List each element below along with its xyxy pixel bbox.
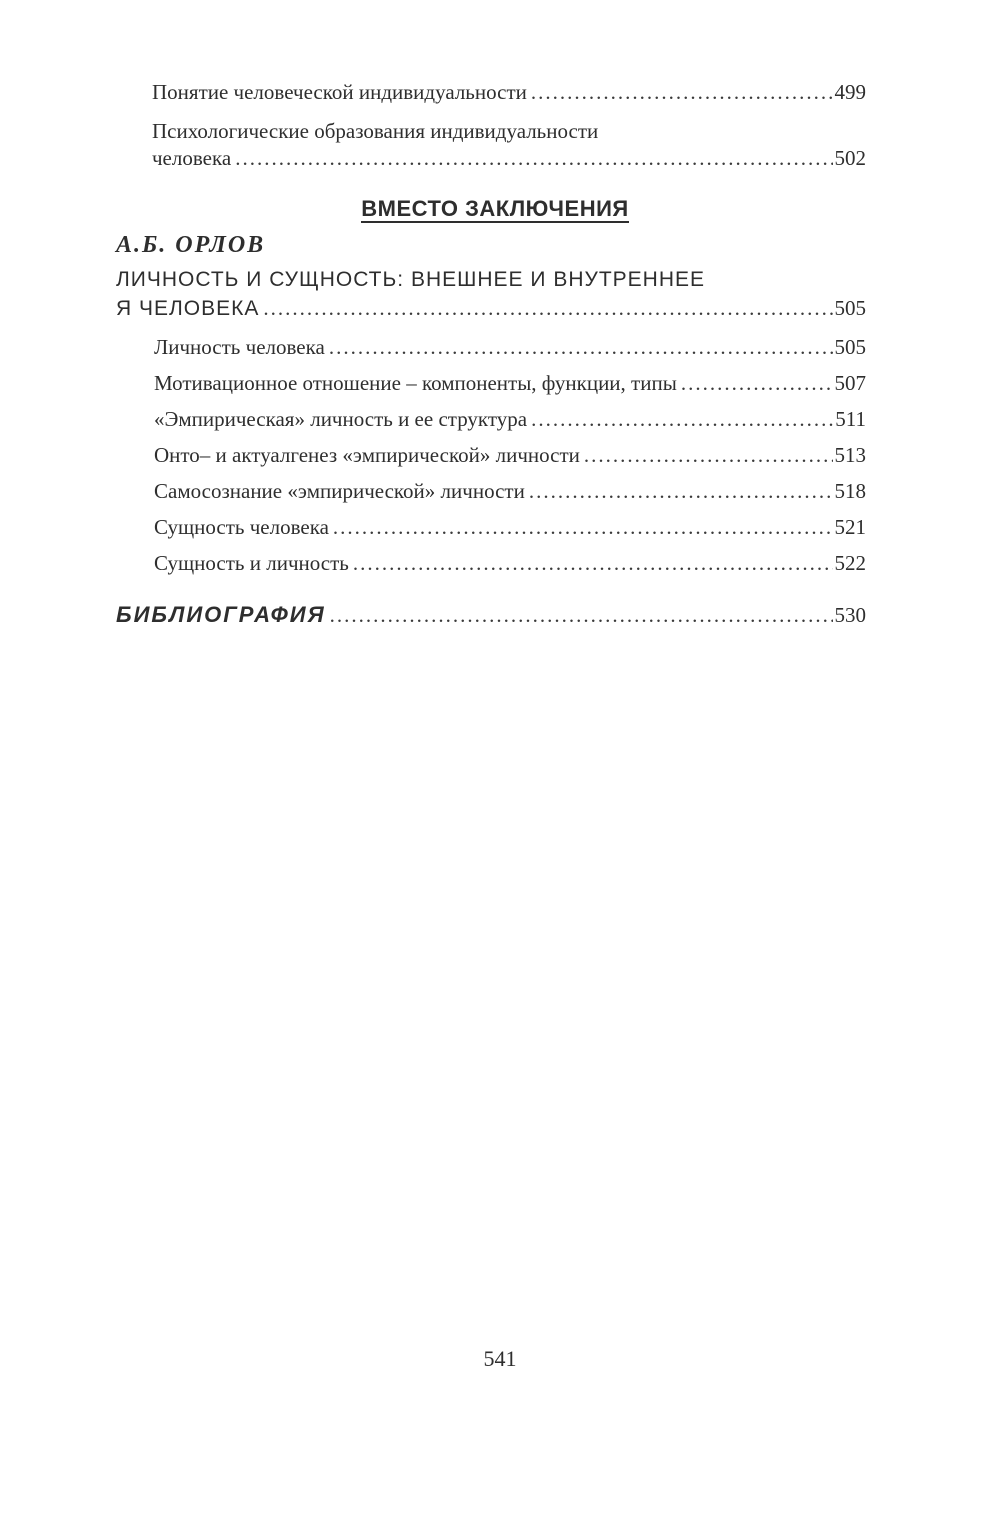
toc-entry [154, 369, 866, 397]
dot-leader [263, 294, 832, 322]
toc-entry [154, 477, 866, 505]
toc-entry-title: Сущность человека [154, 515, 329, 539]
chapter-title: Я ЧЕЛОВЕКА [116, 297, 260, 320]
toc-entry-title: Личность человека [154, 335, 325, 359]
toc-entry [154, 513, 866, 541]
toc-entry-title: Понятие человеческой индивидуальности [152, 80, 527, 104]
toc-entry [152, 78, 866, 106]
toc-entry-page: 518 [834, 479, 866, 503]
toc-entry-page: 530 [834, 603, 866, 627]
toc-entry-title: «Эмпирическая» личность и ее структура [154, 407, 528, 431]
dot-leader [353, 549, 833, 577]
toc-entry-page: 502 [834, 146, 866, 170]
dot-leader [584, 441, 833, 469]
author-name: А.Б. ОРЛОВ [116, 232, 266, 258]
toc-entry-page: 511 [835, 407, 866, 431]
toc-entry-title-line: Психологические образования индивидуальности [152, 119, 599, 143]
dot-leader [531, 78, 833, 106]
dot-leader [681, 369, 833, 397]
dot-leader [529, 477, 833, 505]
dot-leader [235, 144, 832, 172]
toc-entry-page: 513 [834, 443, 866, 467]
chapter-title-line: ЛИЧНОСТЬ И СУЩНОСТЬ: ВНЕШНЕЕ И ВНУТРЕННЕЕ [116, 268, 706, 291]
toc-entry-title: Онто– и актуалгенез «эмпирической» личности [154, 443, 580, 467]
toc-entry-page: 499 [834, 80, 866, 104]
dot-leader [333, 513, 833, 541]
toc-entry-title: Мотивационное отношение – компоненты, функции, типы [154, 371, 677, 395]
section-heading: ВМЕСТО ЗАКЛЮЧЕНИЯ [361, 196, 629, 221]
toc-entry-page: 521 [834, 515, 866, 539]
bibliography-title: БИБЛИОГРАФИЯ [116, 602, 326, 627]
toc-entry-title: человека [152, 146, 232, 170]
page-number: 541 [483, 1346, 517, 1371]
dot-leader [329, 333, 833, 361]
toc-entry-page: 507 [834, 371, 866, 395]
toc-entry [154, 549, 866, 577]
toc-entry-title: Сущность и личность [154, 551, 349, 575]
toc-entry [152, 144, 866, 172]
toc-entry [154, 405, 866, 433]
toc-entry [154, 441, 866, 469]
chapter-entry [116, 294, 866, 323]
toc-entry-page: 505 [834, 335, 866, 359]
toc-entry-title: Самосознание «эмпирической» личности [154, 479, 525, 503]
dot-leader [330, 601, 833, 629]
dot-leader [531, 405, 833, 433]
toc-entry-page: 522 [834, 551, 866, 575]
toc-entry [154, 333, 866, 361]
toc-entry-page: 505 [834, 296, 866, 320]
bibliography-entry [116, 601, 866, 629]
